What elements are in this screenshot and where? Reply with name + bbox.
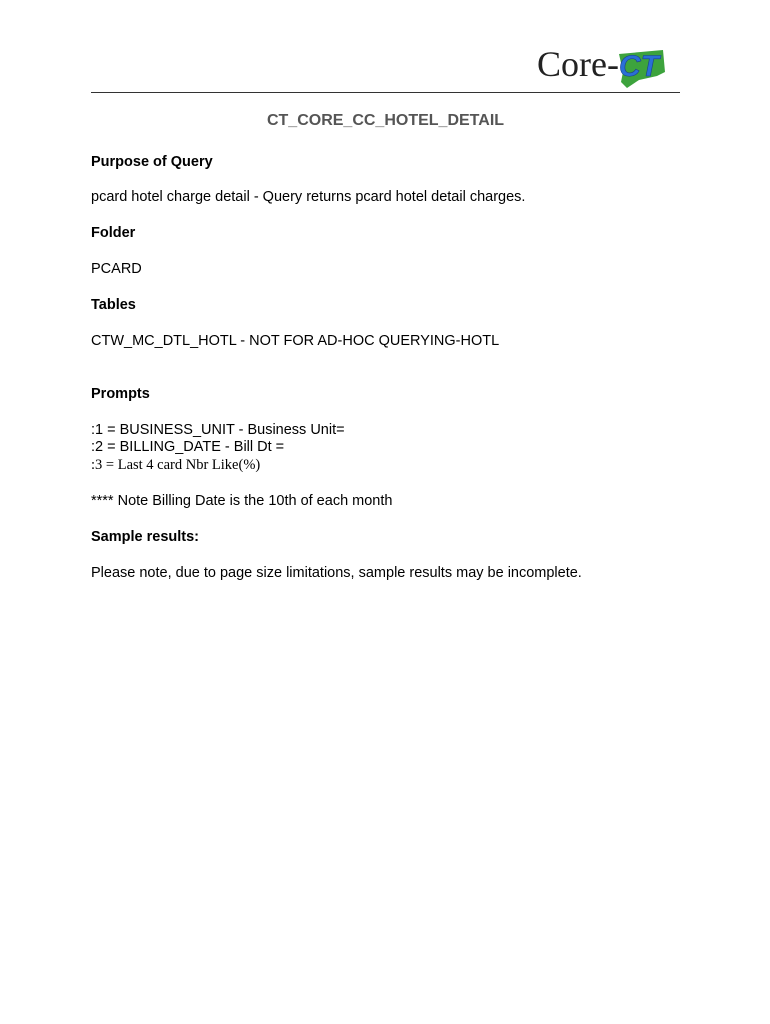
prompt-line-1: :1 = BUSINESS_UNIT - Business Unit= (91, 422, 345, 438)
tables-text: CTW_MC_DTL_HOTL - NOT FOR AD-HOC QUERYING-HOTL (91, 333, 500, 349)
core-ct-logo-graphic (535, 42, 675, 90)
sample-results-text: Please note, due to page size limitations, sample results may be incomplete. (91, 565, 582, 581)
folder-heading: Folder (91, 225, 136, 241)
purpose-text: pcard hotel charge detail - Query returns pcard hotel detail charges. (91, 189, 526, 205)
logo-ct-text: CT (619, 50, 659, 83)
prompt-line-3: :3 = Last 4 card Nbr Like(%) (91, 457, 261, 473)
prompts-heading: Prompts (91, 386, 150, 402)
header-divider (91, 92, 680, 93)
core-ct-logo (535, 42, 675, 90)
document-title: CT_CORE_CC_HOTEL_DETAIL (266, 112, 505, 129)
sample-results-heading: Sample results: (91, 529, 199, 545)
purpose-heading: Purpose of Query (91, 154, 213, 170)
prompt-line-2: :2 = BILLING_DATE - Bill Dt = (91, 439, 285, 455)
folder-text: PCARD (91, 261, 142, 277)
logo-core-text: Core- (537, 44, 619, 84)
note-text: **** Note Billing Date is the 10th of each month (91, 493, 393, 509)
tables-heading: Tables (91, 297, 136, 313)
